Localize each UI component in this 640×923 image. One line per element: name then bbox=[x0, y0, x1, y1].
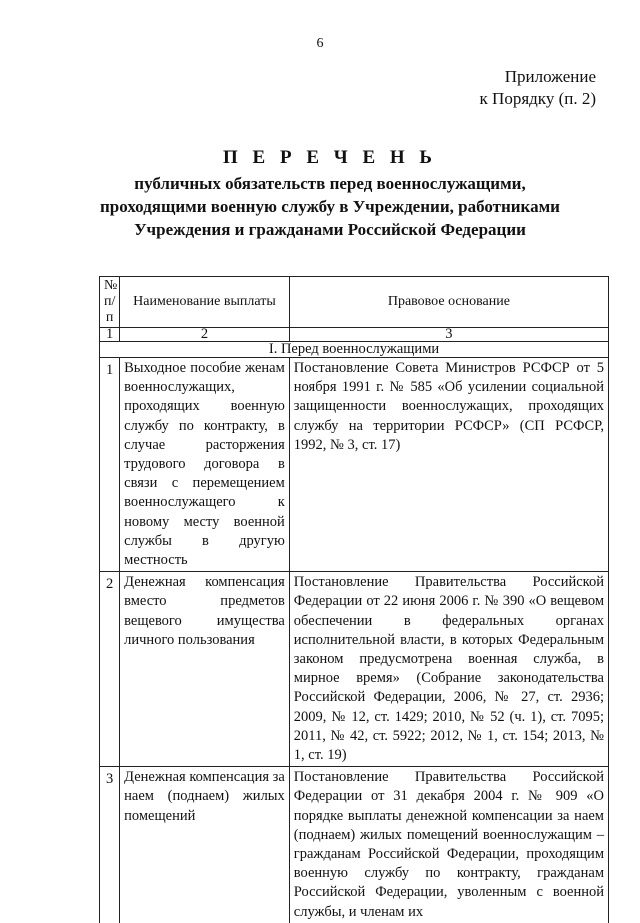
payment-name: Денежная компенсация за наем (поднаем) жилых помещений bbox=[120, 767, 290, 923]
legal-basis: Постановление Правительства Российской Федерации от 31 декабря 2004 г. № 909 «О порядке выплаты денежной компенсации за наем (поднаем) жилых помещений военнослужащим – гражданам Российской Федерации, проходящим военную службу по контракту, гражданам Российской Федерации, уволенным с военной службы, и членам их bbox=[289, 767, 608, 923]
appendix-line-1: Приложение bbox=[504, 67, 596, 86]
legal-basis: Постановление Правительства Российской Федерации от 22 июня 2006 г. № 390 «О вещевом обеспечении в федеральных органах исполнительной власти, в которых Федеральным законом предусмотрена военная служба, в мирное время» (Собрание законодательства Российской Федерации, 2006, № 27, ст. 2936; 2009, № 12, ст. 1429; 2010, № 52 (ч. 1), ст. 7095; 2011, № 42, ст. 5922; 2012, № 1, ст. 154; 2013, № 1, ст. 19) bbox=[289, 572, 608, 767]
header-num: № п/п bbox=[100, 277, 120, 328]
title-line-3: Учреждения и гражданами Российской Федерации bbox=[134, 220, 526, 239]
table-row bbox=[100, 358, 609, 572]
title-line-1: публичных обязательств перед военнослужащими, bbox=[134, 174, 526, 193]
column-index-row bbox=[100, 328, 609, 342]
section-title: I. Перед военнослужащими bbox=[100, 342, 609, 358]
obligations-table bbox=[99, 276, 609, 923]
row-number: 1 bbox=[100, 358, 120, 572]
row-number: 3 bbox=[100, 767, 120, 923]
title-line-2: проходящими военную службу в Учреждении, работниками bbox=[100, 197, 560, 216]
appendix-note bbox=[480, 66, 596, 110]
table-row bbox=[100, 767, 609, 923]
payment-name: Денежная компенсация вместо предметов вещевого имущества личного пользования bbox=[120, 572, 290, 767]
legal-basis: Постановление Совета Министров РСФСР от 5 ноября 1991 г. № 585 «Об усилении социальной защищенности военнослужащих, проходящих службу на территории РСФСР» (СП РСФСР, 1992, № 3, ст. 17) bbox=[289, 358, 608, 572]
row-number: 2 bbox=[100, 572, 120, 767]
column-index-1: 1 bbox=[100, 328, 120, 342]
page-number: 6 bbox=[316, 36, 324, 51]
title-main: П Е Р Е Ч Е Н Ь bbox=[223, 147, 437, 168]
document-title bbox=[60, 146, 600, 241]
section-row bbox=[100, 342, 609, 358]
appendix-line-2: к Порядку (п. 2) bbox=[479, 89, 596, 108]
column-index-3: 3 bbox=[289, 328, 608, 342]
header-basis: Правовое основание bbox=[289, 277, 608, 328]
header-name: Наименование выплаты bbox=[120, 277, 290, 328]
column-index-2: 2 bbox=[120, 328, 290, 342]
table-header-row bbox=[100, 277, 609, 328]
table-row bbox=[100, 572, 609, 767]
payment-name: Выходное пособие женам военнослужащих, проходящих военную службу по контракту, в случае расторжения трудового договора в связи с перемещением военнослужащего к новому месту военной службы в другую местность bbox=[120, 358, 290, 572]
